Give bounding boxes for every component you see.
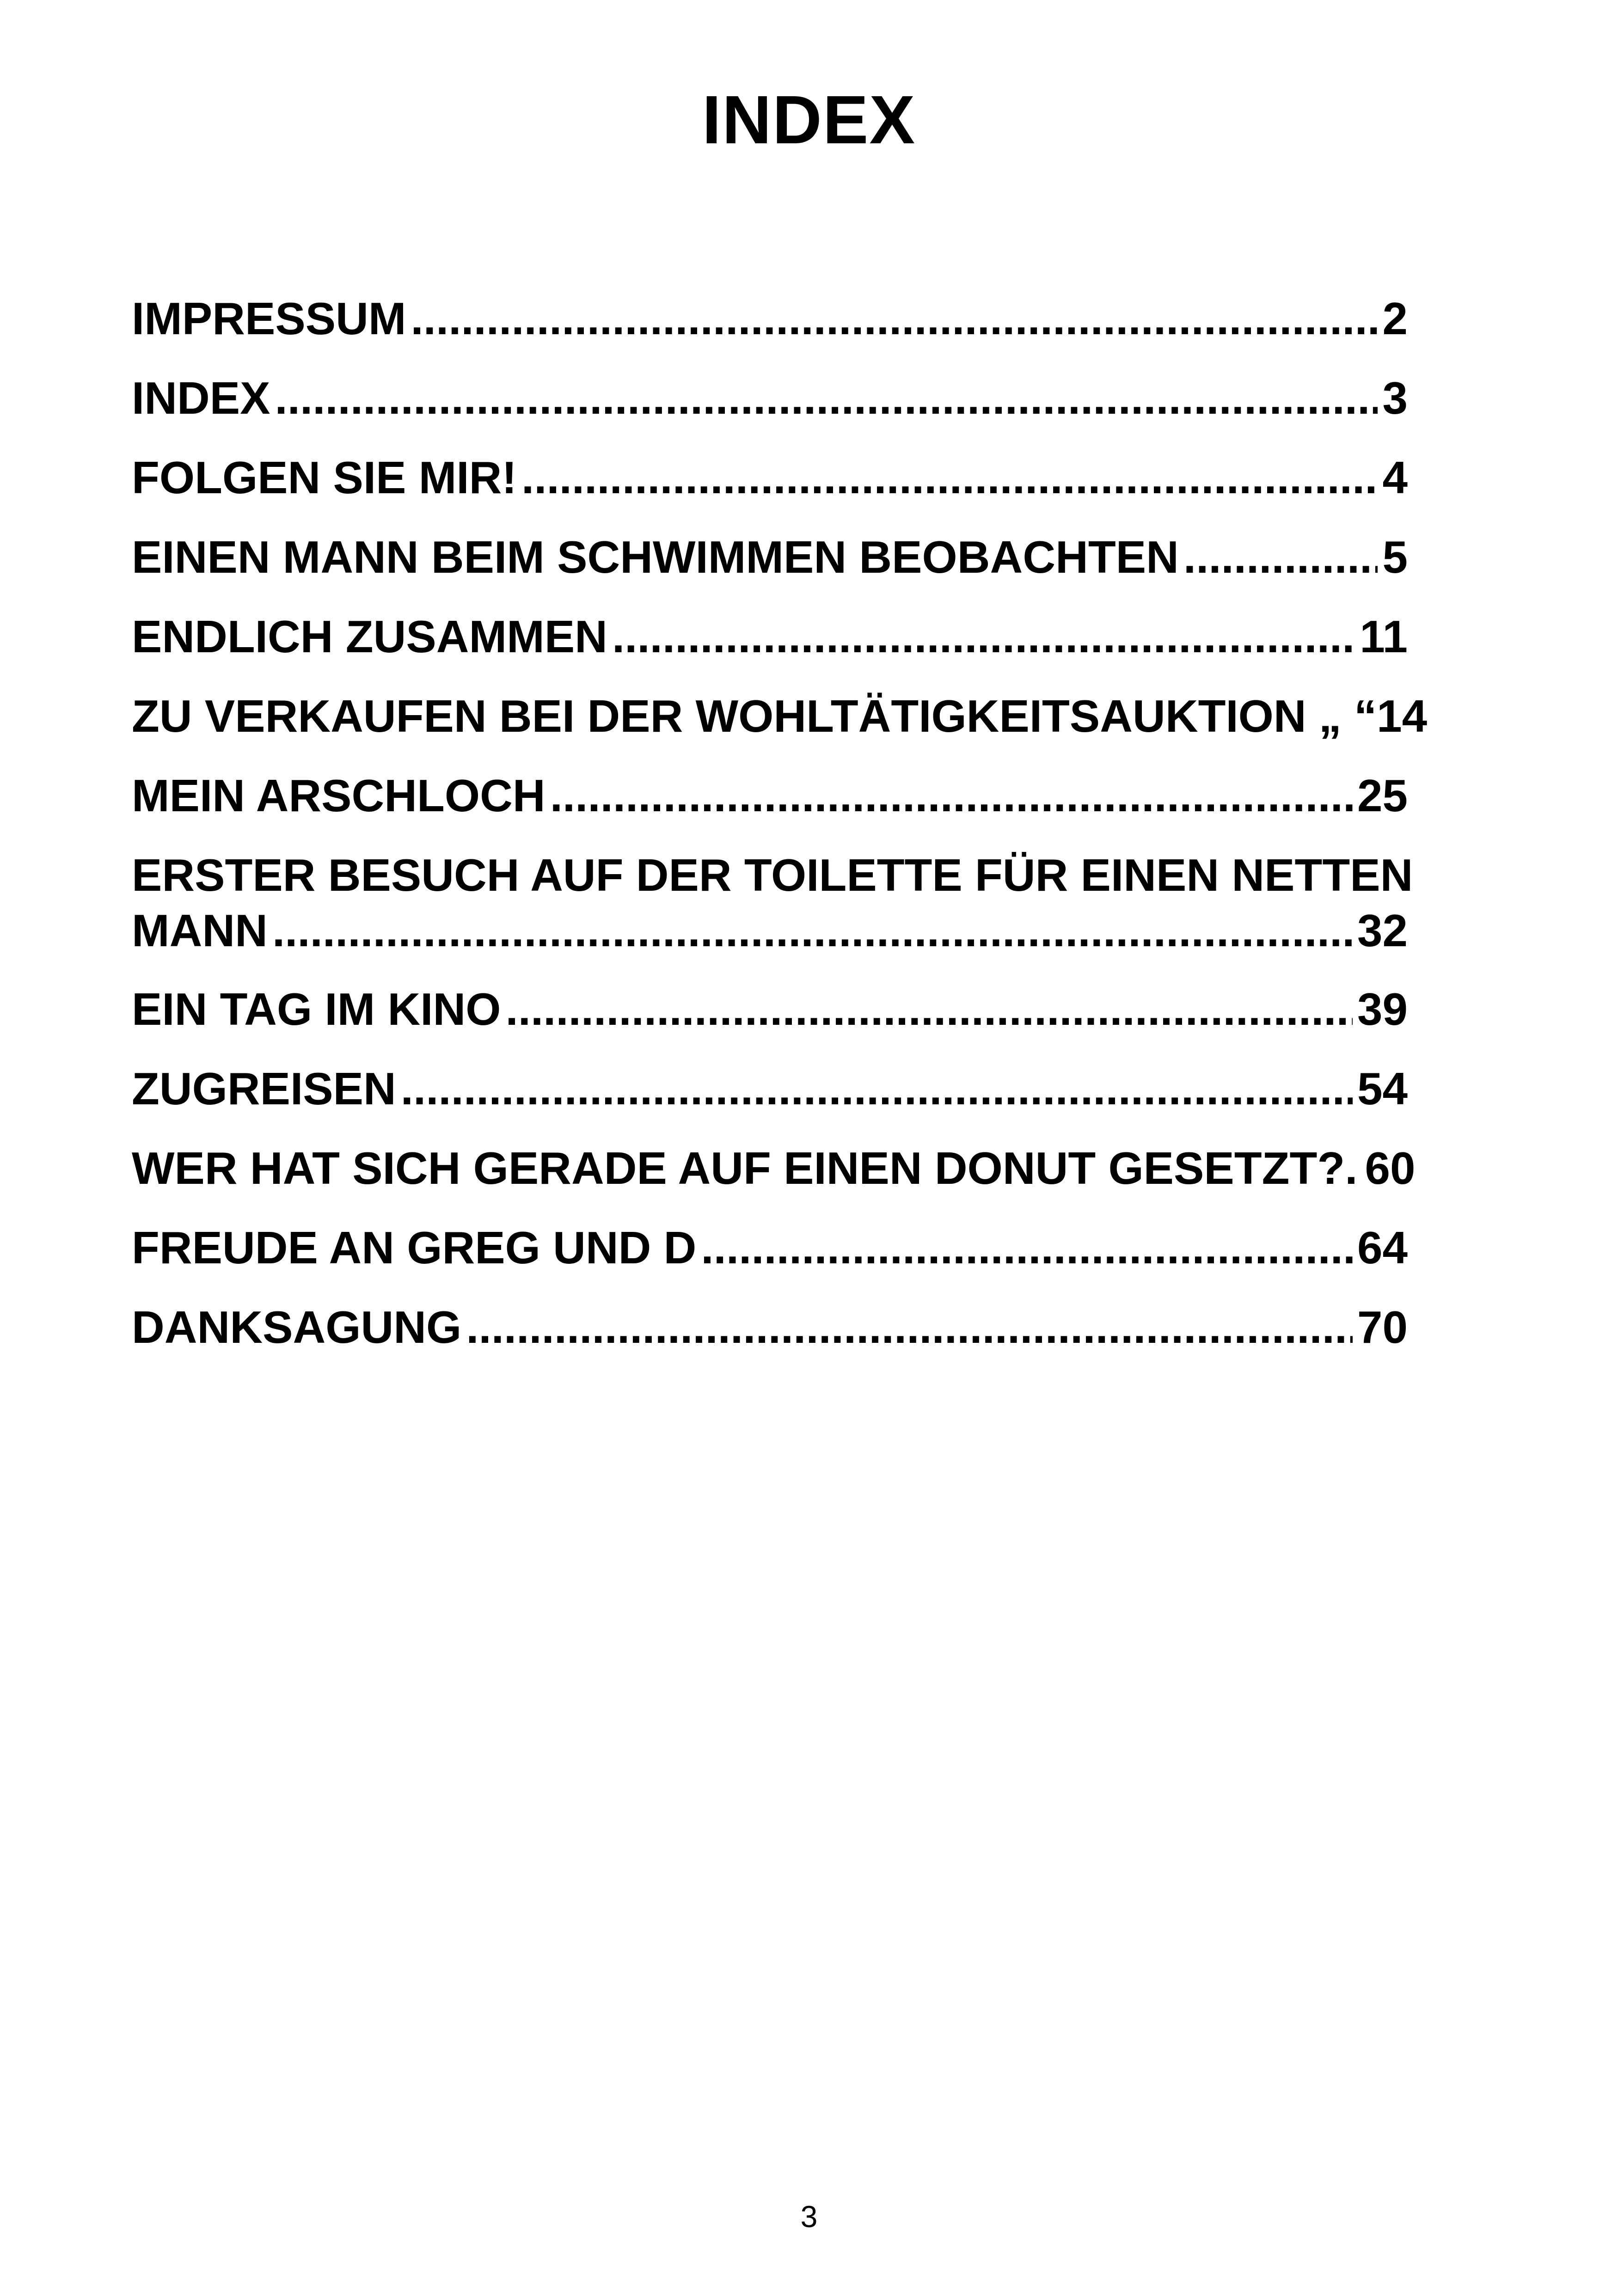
toc-entry-page: 14 [1377,691,1428,741]
dot-leader [612,609,1355,664]
toc-entry-page: 11 [1360,611,1408,662]
toc-entry-zu-verkaufen [132,689,1428,768]
toc-entry-title: MEIN ARSCHLOCH [132,770,545,821]
toc-entry-freude-an-greg [132,1220,1408,1300]
dot-leader [401,1061,1353,1116]
toc-entry-danksagung [132,1300,1408,1379]
toc-entry-page: 70 [1357,1302,1408,1353]
toc-entry-ein-tag-im-kino [132,982,1408,1061]
dot-leader [272,903,1353,958]
dot-leader [550,768,1353,823]
dot-leader [701,1220,1353,1275]
toc-entry-page: 25 [1357,770,1408,821]
toc-entry-einen-mann-beim-schwimmen [132,530,1408,609]
toc-entry-page: 4 [1382,452,1408,503]
toc-entry-title: ZU VERKAUFEN BEI DER WOHLTÄTIGKEITSAUKTION „ “ [132,691,1377,741]
toc-entry-title: INDEX [132,373,270,423]
toc-entry-title: DANKSAGUNG [132,1302,462,1353]
toc-entry-folgen-sie-mir [132,450,1408,530]
toc-entry-page: 39 [1357,984,1408,1035]
toc-entry-page: 3 [1382,373,1408,423]
dot-leader [275,371,1378,425]
toc-entry-page: 2 [1382,293,1408,344]
toc-entry-page: 5 [1382,532,1408,582]
dot-leader [506,982,1353,1036]
toc-entry-index [132,371,1408,450]
toc-entry-title-line-1: ERSTER BESUCH AUF DER TOILETTE FÜR EINEN NETTEN [132,850,1413,900]
toc-entry-title: ENDLICH ZUSAMMEN [132,611,607,662]
page-number: 3 [800,2199,818,2234]
toc-entry-erster-besuch [132,848,1413,982]
toc-entry-title: EIN TAG IM KINO [132,984,501,1035]
dot-leader [521,450,1378,505]
toc-entry-title: FREUDE AN GREG UND D [132,1222,697,1273]
dot-leader [466,1300,1353,1354]
table-of-contents [132,291,1428,1379]
toc-entry-mein-arschloch [132,768,1408,848]
toc-entry-title: WER HAT SICH GERADE AUF EINEN DONUT GESETZT?. [132,1143,1358,1194]
page-title: INDEX [702,82,916,158]
toc-entry-title: ZUGREISEN [132,1063,396,1114]
toc-entry-page: 60 [1365,1143,1416,1194]
toc-entry-wer-hat-sich [132,1141,1416,1220]
toc-entry-title: EINEN MANN BEIM SCHWIMMEN BEOBACHTEN [132,532,1179,582]
toc-entry-title: FOLGEN SIE MIR! [132,452,517,503]
toc-entry-page: 32 [1357,905,1408,956]
toc-entry-impressum [132,291,1408,371]
toc-entry-page: 54 [1357,1063,1408,1114]
toc-entry-zugreisen [132,1061,1408,1141]
toc-entry-endlich-zusammen [132,609,1408,689]
dot-leader [411,291,1378,346]
toc-entry-title: IMPRESSUM [132,293,406,344]
toc-entry-page: 64 [1357,1222,1408,1273]
dot-leader [1183,530,1378,584]
toc-entry-title-line-2: MANN [132,905,268,956]
